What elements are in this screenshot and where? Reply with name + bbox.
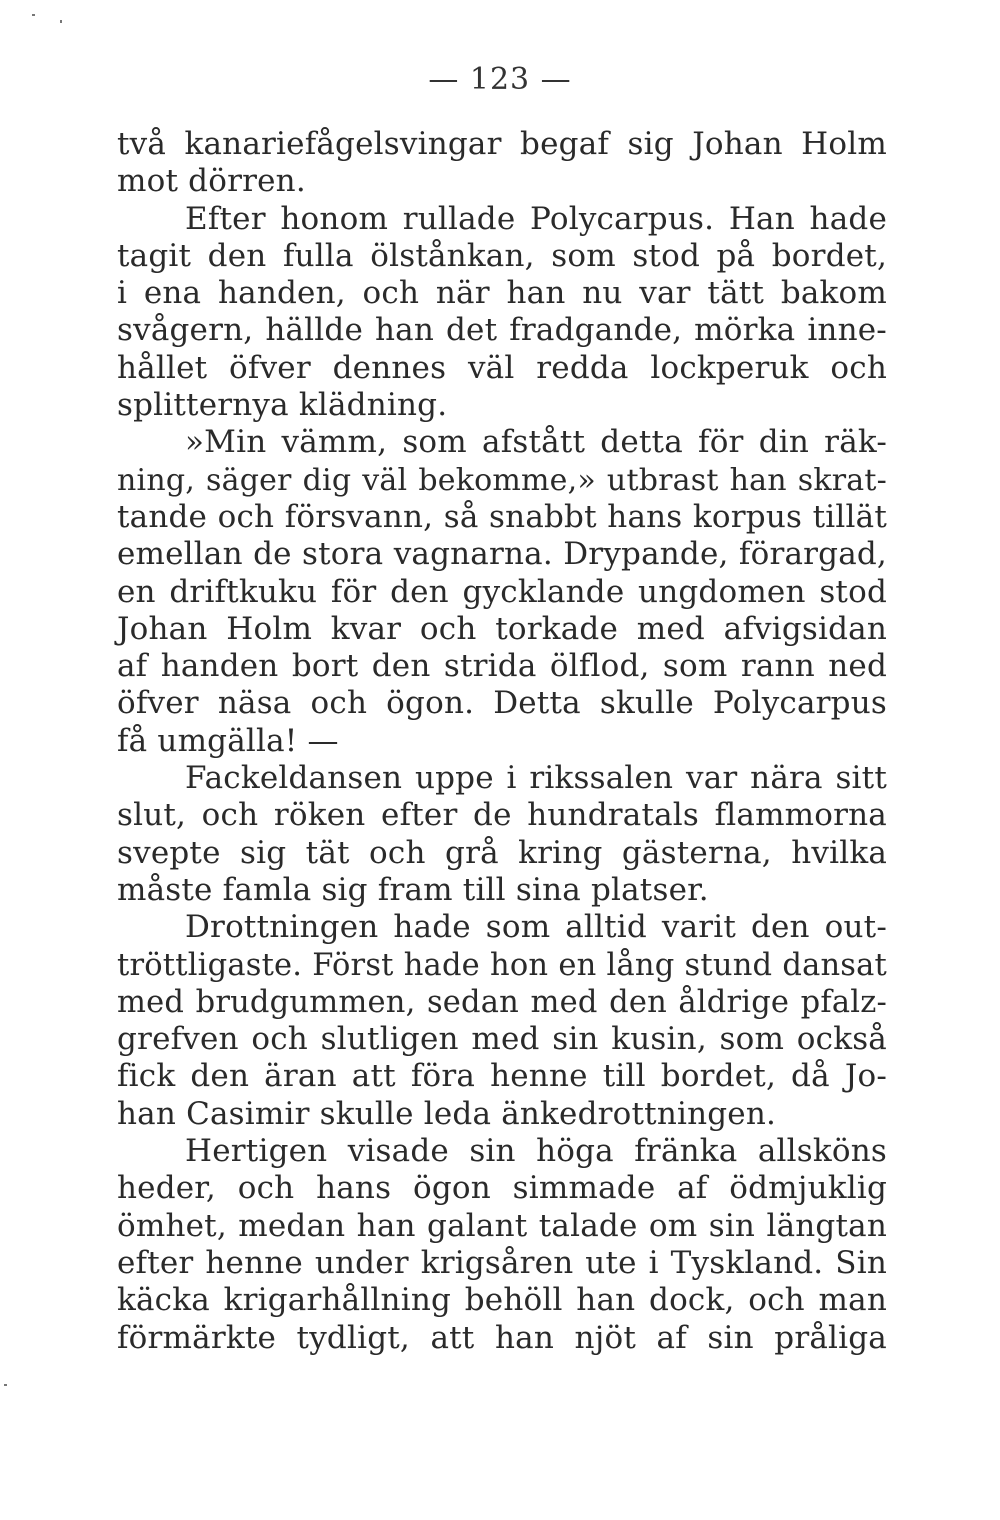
scan-speck <box>60 20 62 23</box>
text-line: ömhet, medan han galant talade om sin längtan <box>117 1207 887 1244</box>
text-line: mot dörren. <box>117 163 306 200</box>
text-line: svågern, hällde han det fradgande, mörka inne- <box>117 312 887 349</box>
text-line: efter henne under krigsåren ute i Tyskland. Sin <box>117 1244 887 1281</box>
text-line: två kanariefågelsvingar begaf sig Johan Holm <box>117 126 887 162</box>
text-line: Drottningen hade som alltid varit den out- <box>185 909 887 946</box>
text-line: tagit den fulla ölstånkan, som stod på bordet, <box>117 237 887 274</box>
text-line: tande och försvann, så snabbt hans korpus tillät <box>117 498 887 535</box>
text-line: Hertigen visade sin höga fränka allsköns <box>185 1133 887 1170</box>
text-line: få umgälla! — <box>117 722 339 759</box>
text-line: förmärkte tydligt, att han njöt af sin pråliga <box>117 1319 887 1356</box>
text-line: splitternya klädning. <box>117 387 448 424</box>
page-number: — 123 — <box>428 62 572 97</box>
text-line: käcka krigarhållning behöll han dock, och man <box>117 1282 887 1319</box>
text-line: han Casimir skulle leda änkedrottningen. <box>117 1095 777 1132</box>
text-line: tröttligaste. Först hade hon en lång stund dansat <box>117 947 887 983</box>
text-line: grefven och slutligen med sin kusin, som också <box>117 1021 887 1058</box>
text-line: med brudgummen, sedan med den åldrige pfalz- <box>117 984 887 1020</box>
text-line: fick den äran att föra henne till bordet, då Jo- <box>117 1058 887 1095</box>
text-line: emellan de stora vagnarna. Drypande, förargad, <box>117 536 887 573</box>
text-line: af handen bort den strida ölflod, som rann ned <box>117 648 887 685</box>
text-line: en driftkuku för den gycklande ungdomen stod <box>117 573 887 610</box>
body-text <box>117 126 887 1357</box>
text-line: Efter honom rullade Polycarpus. Han hade <box>185 200 887 237</box>
scan-speck <box>32 14 35 16</box>
text-line: Johan Holm kvar och torkade med afvigsidan <box>117 610 887 647</box>
text-line: öfver näsa och ögon. Detta skulle Polycarpus <box>117 685 887 722</box>
text-line: heder, och hans ögon simmade af ödmjuklig <box>117 1170 887 1207</box>
text-line: slut, och röken efter de hundratals flammorna <box>117 797 887 834</box>
text-line: i ena handen, och när han nu var tätt bakom <box>117 275 887 312</box>
text-line: svepte sig tät och grå kring gästerna, hvilka <box>117 834 887 871</box>
text-line: ning, säger dig väl bekomme,» utbrast han skrat- <box>117 462 887 498</box>
scan-speck <box>4 1384 7 1386</box>
text-line: »Min vämm, som afstått detta för din räk- <box>185 424 887 461</box>
text-line: måste famla sig fram till sina platser. <box>117 871 709 908</box>
text-line: hållet öfver dennes väl redda lockperuk och <box>117 349 887 386</box>
text-line: Fackeldansen uppe i rikssalen var nära sitt <box>185 760 887 797</box>
